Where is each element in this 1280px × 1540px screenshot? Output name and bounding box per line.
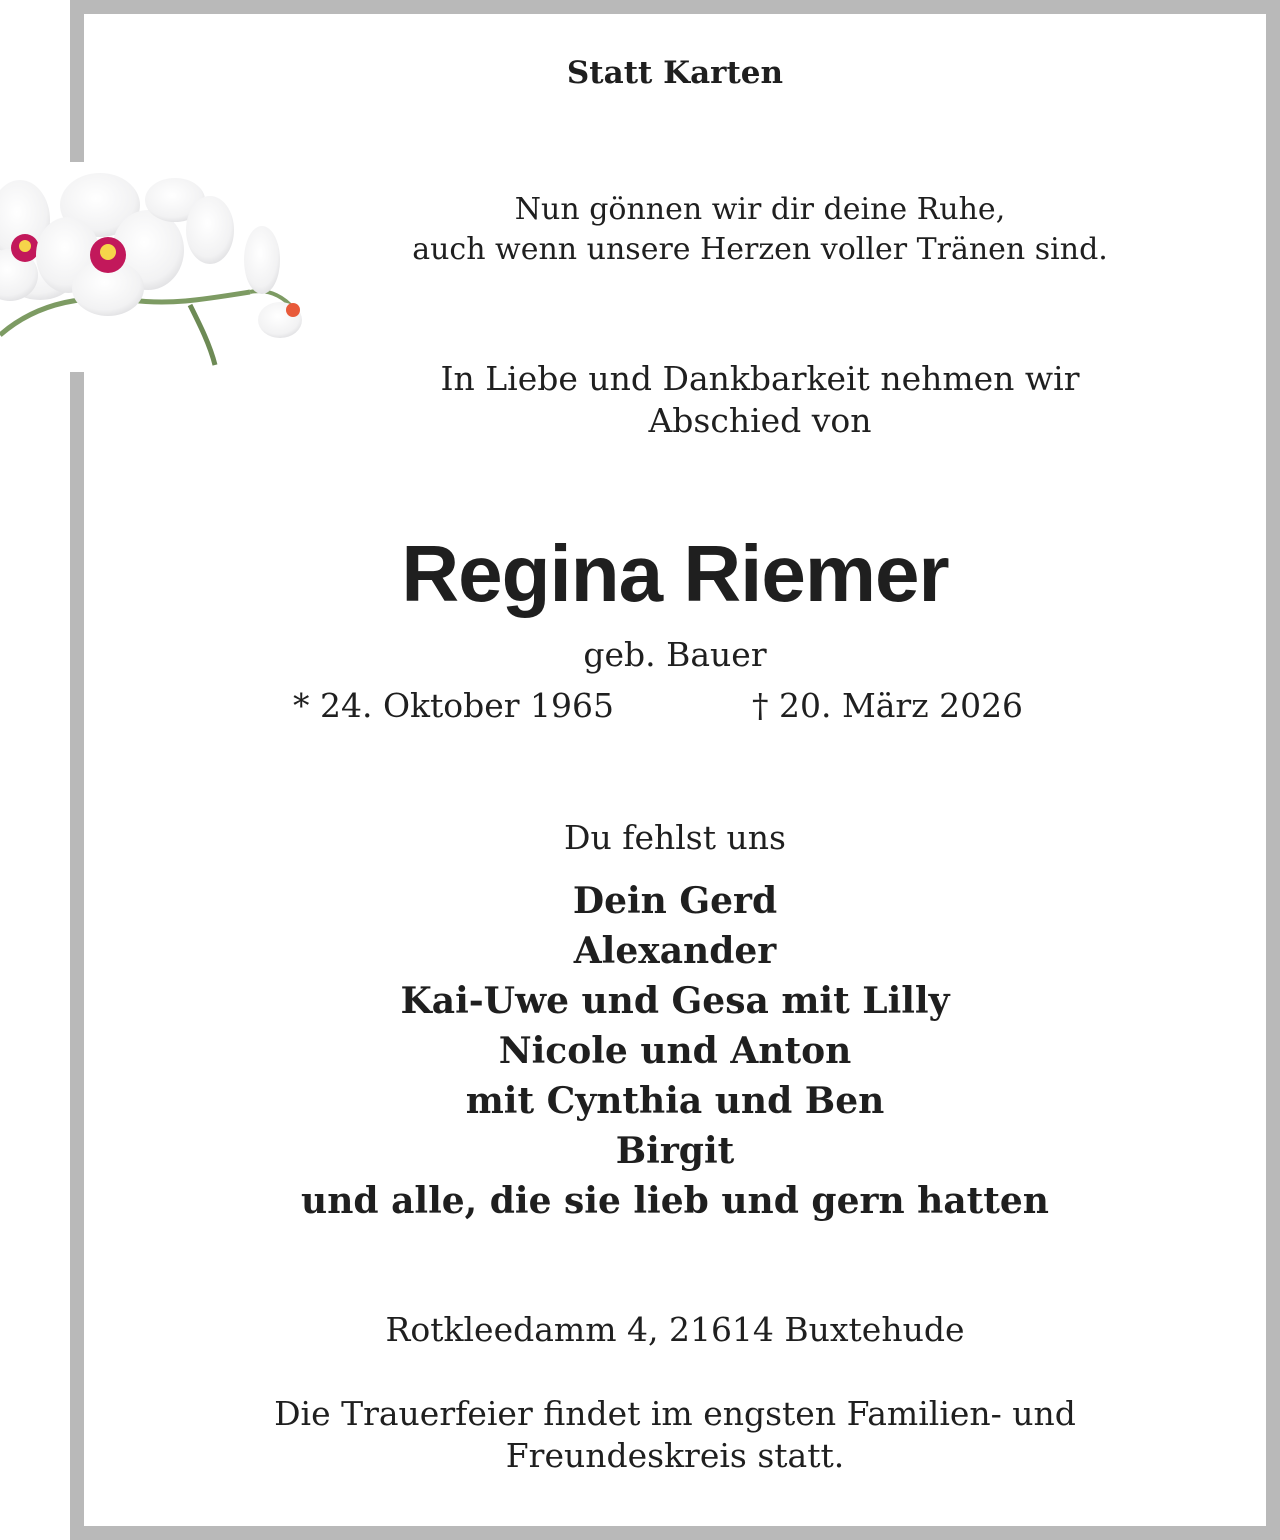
closing-line-2: Freundeskreis statt. [505, 1436, 845, 1475]
death-date: † 20. März 2026 [752, 686, 1024, 725]
mourner-line: Kai-Uwe und Gesa mit Lilly [400, 980, 950, 1022]
header-title: Statt Karten [566, 55, 784, 91]
mourner-line: Alexander [573, 930, 777, 972]
mourner-line: Birgit [615, 1130, 735, 1172]
birth-date: * 24. Oktober 1965 [293, 686, 615, 725]
deceased-name: Regina Riemer [401, 529, 949, 618]
closing-line-1: Die Trauerfeier findet im engsten Familien- und [274, 1394, 1076, 1433]
miss-you-text: Du fehlst uns [564, 818, 786, 857]
quote-line-2: auch wenn unsere Herzen voller Tränen sind. [412, 232, 1108, 267]
mourner-line: und alle, die sie lieb und gern hatten [301, 1180, 1049, 1222]
intro-line-1: In Liebe und Dankbarkeit nehmen wir [440, 359, 1080, 398]
intro-line-2: Abschied von [648, 401, 872, 440]
mourner-line: Nicole und Anton [498, 1030, 852, 1072]
address: Rotkleedamm 4, 21614 Buxtehude [385, 1310, 965, 1349]
mourner-line: Dein Gerd [572, 880, 778, 922]
quote-line-1: Nun gönnen wir dir deine Ruhe, [514, 192, 1006, 227]
maiden-name: geb. Bauer [583, 635, 767, 674]
mourner-line: mit Cynthia und Ben [465, 1080, 885, 1122]
